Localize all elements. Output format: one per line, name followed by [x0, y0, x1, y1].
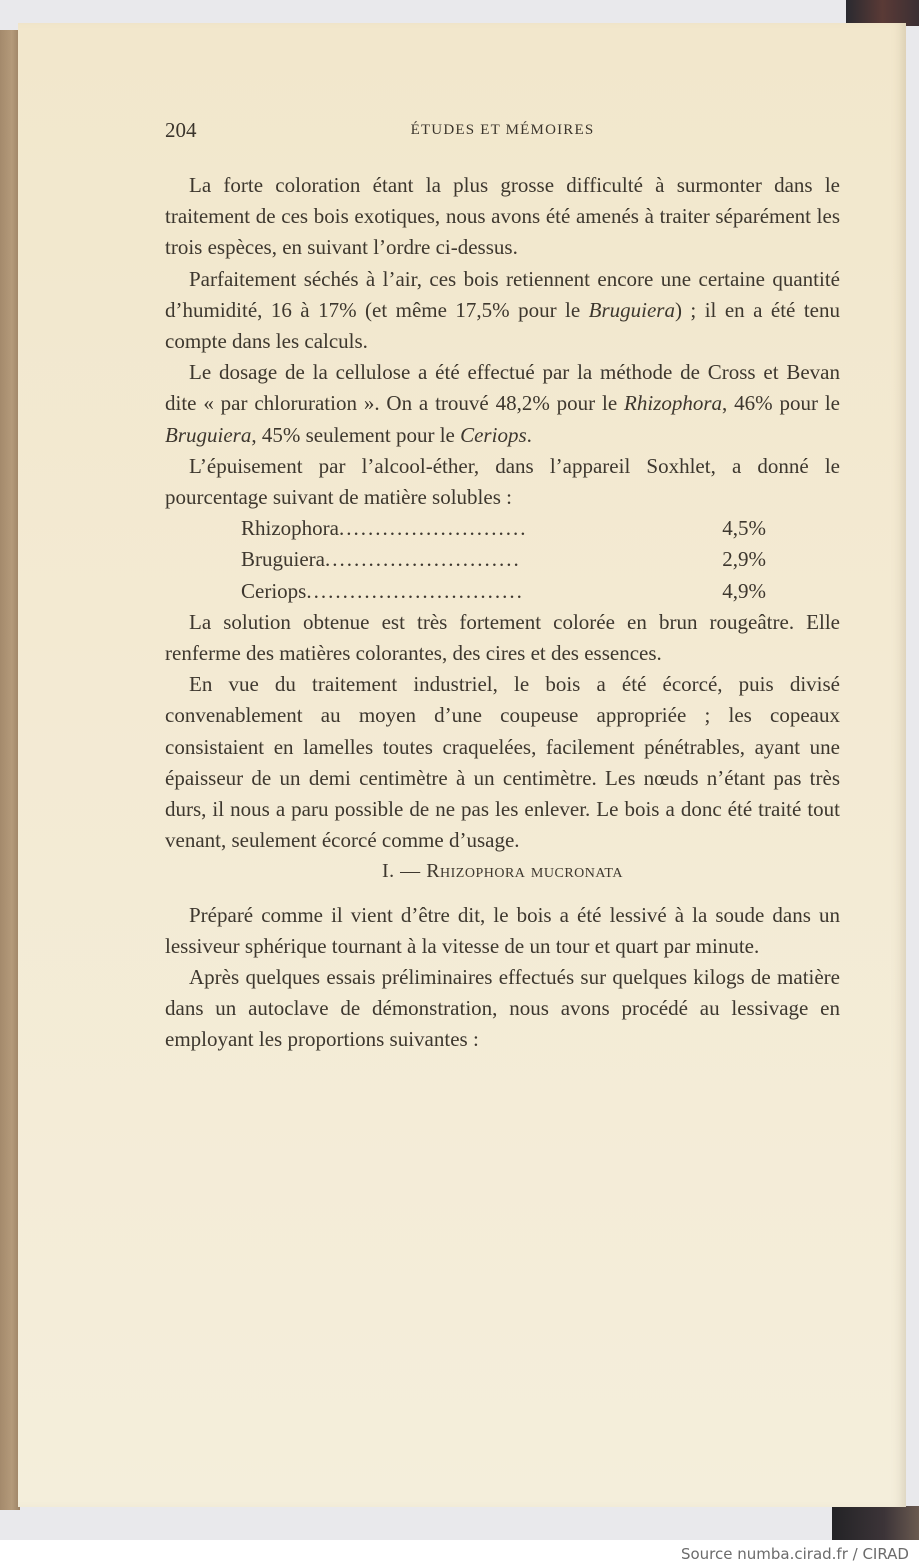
species-name: Bruguiera [588, 297, 675, 322]
species-name: Bruguiera [165, 422, 252, 447]
text-run: ) ; il en a été tenu compte dans les calculs. [165, 297, 840, 354]
text-run: , 46% pour le [722, 391, 840, 416]
species-label: Ceriops [241, 578, 307, 603]
book-spine [0, 30, 20, 1510]
page-body [165, 170, 840, 1056]
solubles-table [241, 513, 766, 607]
paragraph-7: Préparé comme il vient d’être dit, le bois a été lessivé à la soude dans un lessiveur sphérique tournant à la vitesse de un tour et quart par minute. [165, 902, 840, 958]
percentage-value: 2,9% [722, 547, 766, 572]
leader-dots: .......................... [338, 516, 528, 541]
percentage-value: 4,9% [722, 578, 766, 603]
species-name: Ceriops [460, 422, 527, 447]
book-binding-bottom [832, 1506, 919, 1540]
leader-dots: .............................. [306, 578, 524, 603]
source-credit: Source numba.cirad.fr / CIRAD [680, 1545, 909, 1563]
table-row [241, 544, 766, 575]
paragraph-1: La forte coloration étant la plus grosse difficulté à surmonter dans le traitement de ces bois exotiques, nous avons été amenés à traiter séparément les trois espèces, en suivant l’ordre ci-dessus. [165, 173, 840, 260]
percentage-value: 4,5% [722, 516, 766, 541]
leader-dots: ........................... [324, 547, 521, 572]
text-run: . [526, 422, 532, 447]
text-run: , 45% seulement pour le [251, 422, 461, 447]
section-numeral: I. — [382, 860, 427, 883]
species-label: Bruguiera [241, 547, 325, 572]
page-number: 204 [165, 118, 197, 142]
paragraph-4: L’épuisement par l’alcool-éther, dans l’appareil Soxhlet, a donné le pourcentage suivant de matière solubles : [165, 453, 840, 510]
section-title: Rhizophora mucronata [426, 860, 623, 883]
table-row [241, 513, 766, 544]
text-run: Parfaitement séchés à l’air, ces bois retiennent encore une certaine quantité d’humidité, 16 à 17% (et même 17,5% pour le [165, 266, 840, 322]
section-heading [165, 856, 840, 887]
species-label: Rhizophora [241, 516, 339, 541]
running-head: ÉTUDES ET MÉMOIRES [410, 122, 595, 138]
paragraph-5: La solution obtenue est très fortement colorée en brun rougeâtre. Elle renferme des matières colorantes, des cires et des essences. [165, 609, 840, 665]
table-row [241, 576, 766, 607]
text-run: Le dosage de la cellulose a été effectué par la méthode de Cross et Bevan dite « par chloruration ». On a trouvé 48,2% pour le [165, 360, 840, 416]
paragraph-8: Après quelques essais préliminaires effectués sur quelques kilogs de matière dans un autoclave de démonstration, nous avons procédé au lessivage en employant les proportions suivantes : [165, 965, 840, 1052]
paragraph-6: En vue du traitement industriel, le bois a été écorcé, puis divisé convenablement au moyen d’une coupeuse appropriée ; les copeaux consistaient en lamelles toutes craquelées, facilement pénétrables, ayant une épaisseur de un demi centimètre à un centimètre. Les nœuds n’étant pas très durs, il nous a paru possible de ne pas les enlever. Le bois a donc été traité tout venant, seulement écorcé comme d’usage. [165, 672, 840, 853]
paragraph-2 [165, 264, 840, 358]
page-header [165, 118, 840, 144]
paragraph-3 [165, 357, 840, 451]
species-name: Rhizophora [624, 391, 723, 416]
